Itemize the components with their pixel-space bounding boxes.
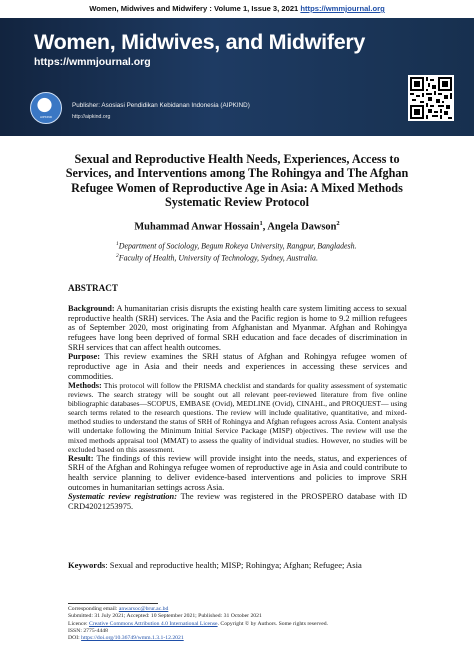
licence-label: Licence: [68, 620, 89, 627]
abstract-methods [68, 381, 407, 453]
affiliation-text: Department of Sociology, Begum Rokeya University, Rangpur, Bangladesh. [118, 241, 357, 251]
footer-issn: ISSN: 2775-4448 [68, 627, 108, 634]
abstract-background [68, 304, 407, 352]
doi-label: DOI: [68, 635, 82, 642]
methods-label: Methods: [68, 381, 102, 391]
journal-banner [0, 18, 474, 136]
footnote-divider [68, 603, 158, 604]
email-label: Corresponding email: [68, 606, 119, 612]
affiliation-mark: 2 [116, 253, 119, 259]
abstract-result [68, 454, 407, 493]
keywords [68, 560, 407, 570]
publisher-line: Publisher: Asosiasi Pendidikan Kebidanan Indonesia (AIPKIND) [72, 102, 250, 109]
article-footer [68, 606, 408, 642]
author-affil-mark: 1 [259, 220, 263, 227]
background-label: Background: [68, 304, 115, 313]
abstract-purpose [68, 352, 407, 381]
running-head-link[interactable]: https://wmmjournal.org [300, 4, 385, 13]
footer-doi-line [68, 635, 408, 642]
author-affil-mark: 2 [336, 220, 340, 227]
running-head [0, 4, 474, 13]
registration-label: Systematic review registration: [68, 492, 177, 502]
journal-title: Women, Midwives, and Midwifery [34, 30, 366, 54]
doi-link[interactable]: https://doi.org/10.36749/wmm.1.3.1-12.2021 [81, 635, 184, 642]
abstract-registration [68, 492, 407, 511]
title-line: Systematic Review Protocol [165, 195, 309, 210]
title-line: Services, and Interventions among The Rohingya and The Afghan [65, 166, 409, 181]
paper-title [40, 152, 434, 210]
affiliation [116, 253, 318, 263]
author-list [0, 220, 474, 232]
registration-text: The review was registered in the PROSPERO database with ID CRD42021253975. [68, 492, 407, 511]
abstract-heading: ABSTRACT [68, 283, 119, 293]
result-text: The findings of this review will provide insight into the needs, status, and experiences of SRH of the Afghan and Rohingya refugee women of reproductive age in Asia and could contribute to health service planning to deliver evidence-based interventions and policies to improve SRH outcomes in humanitarian settings across Asia. [68, 453, 407, 492]
aipkind-logo-icon [30, 92, 62, 124]
footer-email-line [68, 606, 408, 613]
result-label: Result: [68, 453, 94, 463]
title-line: Refugee Women of Reproductive Age in Asia: A Mixed Methods [71, 180, 403, 195]
footer-licence-line [68, 621, 408, 628]
author-name: Muhammad Anwar Hossain [134, 221, 260, 233]
footer-dates: Submitted: 31 July 2021; Accepted: 10 September 2021; Published: 31 October 2021 [68, 613, 262, 620]
abstract-body [68, 304, 407, 512]
affiliation-mark: 1 [116, 241, 119, 247]
logo-text: AIPKIND [39, 115, 52, 119]
publisher-url[interactable]: http://aipkind.org [72, 114, 111, 120]
keywords-label: Keywords [68, 560, 106, 570]
journal-url[interactable]: https://wmmjournal.org [34, 56, 151, 68]
affiliation-text: Faculty of Health, University of Technology, Sydney, Australia. [118, 253, 318, 263]
purpose-text: This review examines the SRH status of Afghan and Rohingya refugee women of reproductive age in Asia and their needs and experiences in accessing these services and commodities. [68, 352, 407, 381]
licence-link[interactable]: Creative Commons Attribution 4.0 International License [89, 620, 218, 627]
qr-code-icon [408, 75, 454, 121]
methods-text: This protocol will follow the PRISMA checklist and standards for quality assessment of systematic reviews. The search strategy will be sought out all relevant peer-reviewed literature from five online bibliographic databases—SCOPUS, EMBASE (Ovid), MEDLINE (Ovid), CINAHL, and PROQUEST— using search terms related to the research questions. The review will include qualitative, quantitative, and mixed-method studies to understand the status of SRH of Rohingya and Afghan refugees across Asia. Content analysis will undertake following the Minimum Initial Service Package (MISP) objectives. The review will use the mixed methods appraisal tool (MMAT) to assess the quality of individual studies. However, no studies will be excluded based on this assessment. [68, 381, 407, 454]
title-line: Sexual and Reproductive Health Needs, Experiences, Access to [74, 152, 400, 166]
author-separator: , [262, 221, 268, 233]
purpose-label: Purpose: [68, 352, 100, 362]
email-link[interactable]: anwarsoc@brur.ac.bd [118, 606, 169, 612]
running-head-text: Women, Midwives and Midwifery : Volume 1, Issue 3, 2021 [89, 4, 301, 13]
keywords-text: : Sexual and reproductive health; MISP; Rohingya; Afghan; Refugee; Asia [105, 560, 362, 570]
licence-rest: . Copyright © by Authors. Some rights reserved. [217, 620, 329, 627]
affiliation [116, 241, 357, 251]
background-text: A humanitarian crisis disrupts the existing health care system limiting access to sexual reproductive health (SRH) services. The Asia and the Pacific region is home to 9.2 million refugees as of September 2020, most originating from Afghanistan and Myanmar. Afghan and Rohingya refugees have long been deprived of formal SRH education and face decades of discrimination in SRH services that can affect health outcomes. [68, 304, 407, 352]
author-name: Angela Dawson [267, 221, 337, 233]
